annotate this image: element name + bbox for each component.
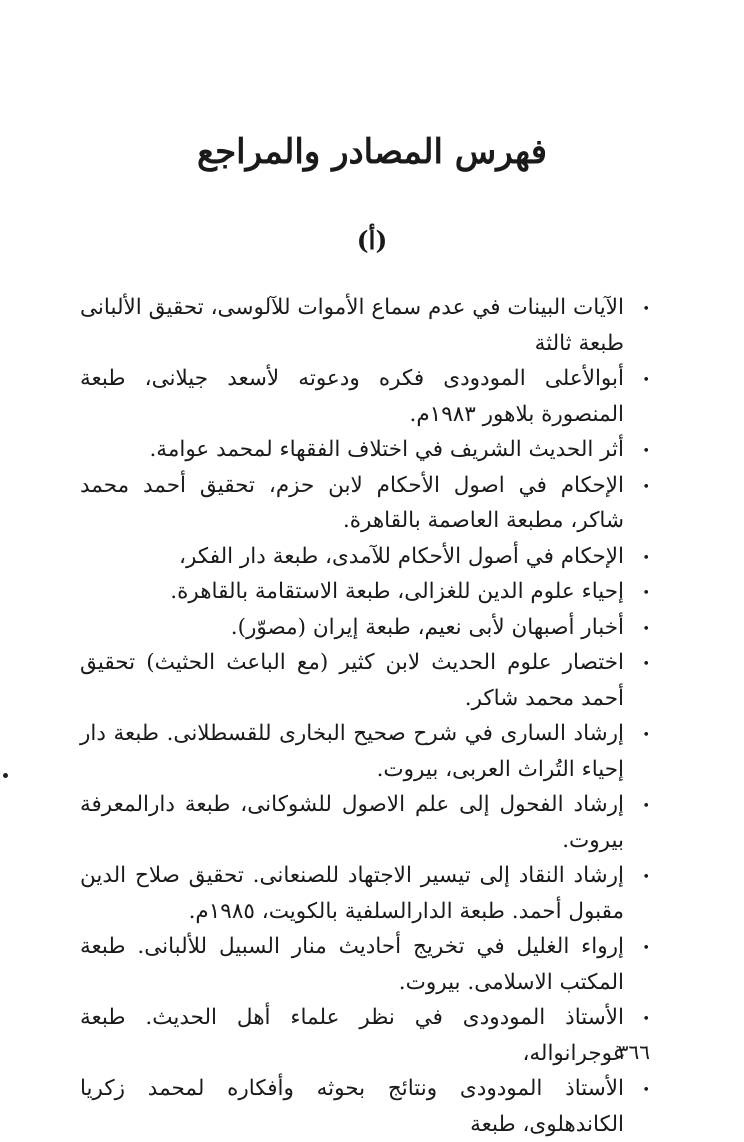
bibliography-entry xyxy=(80,858,650,929)
bullet-icon: • xyxy=(642,870,650,885)
bibliography-entry xyxy=(80,432,650,468)
entry-text: أخبار أصبهان لأبى نعيم، طبعة إيران (مصوّر). xyxy=(230,614,624,640)
bullet-icon: • xyxy=(642,1083,650,1098)
bullet-icon: • xyxy=(642,444,650,459)
entry-text: اختصار علوم الحديث لابن كثير (مع الباعث الحثيث) تحقيق أحمد محمد شاكر. xyxy=(80,650,624,711)
bullet-icon: • xyxy=(642,799,650,814)
bullet-icon: • xyxy=(642,621,650,637)
bullet-icon: • xyxy=(642,941,650,956)
bibliography-list xyxy=(80,290,650,1142)
bullet-icon: • xyxy=(642,373,650,388)
entry-text: إرشاد السارى في شرح صحيح البخارى للقسطلانى. طبعة دار إحياء التُراث العربى، بيروت. xyxy=(80,721,624,782)
bibliography-entry xyxy=(80,468,650,539)
bibliography-entry xyxy=(80,929,650,1000)
bibliography-entry xyxy=(80,1071,650,1142)
bibliography-entry xyxy=(80,290,650,361)
bibliography-entry xyxy=(80,787,650,858)
bullet-icon: • xyxy=(642,302,650,317)
entry-text: إحياء علوم الدين للغزالى، طبعة الاستقامة بالقاهرة. xyxy=(170,579,624,604)
bullet-icon: • xyxy=(642,586,650,601)
entry-text: إرواء الغليل في تخريج أحاديث منار السبيل للألبانى. طبعة المكتب الاسلامى. بيروت. xyxy=(80,934,624,995)
entry-text: أبوالأعلى المودودى فكره ودعوته لأسعد جيلانى، طبعة المنصورة بلاهور ١٩٨٣م. xyxy=(80,366,624,427)
page-title: فهرس المصادر والمراجع xyxy=(197,132,547,172)
bibliography-entry xyxy=(80,574,650,610)
bullet-icon: • xyxy=(642,1012,650,1027)
bibliography-entry xyxy=(80,361,650,432)
section-heading-alif: (أ) xyxy=(356,226,388,255)
bibliography-entry xyxy=(80,645,650,716)
entry-text: الآيات البينات في عدم سماع الأموات للآلوسى، تحقيق الألبانى طبعة ثالثة xyxy=(80,295,624,356)
bibliography-entry xyxy=(80,716,650,787)
scan-mark xyxy=(3,773,8,778)
bullet-icon: • xyxy=(642,479,650,495)
entry-text: الأستاذ المودودى في نظر علماء أهل الحديث. طبعة غوجرانواله، xyxy=(80,1005,624,1066)
page-number: ٣٦٦ xyxy=(617,1040,650,1064)
entry-text: إرشاد النقاد إلى تيسير الاجتهاد للصنعانى. تحقيق صلاح الدين مقبول أحمد. طبعة الدارالسلفية بالكويت، ١٩٨٥م. xyxy=(80,863,624,924)
entry-text: إرشاد الفحول إلى علم الاصول للشوكانى، طبعة دارالمعرفة بيروت. xyxy=(80,792,624,853)
entry-text: الإحكام في أصول الأحكام للآمدى، طبعة دار الفكر، xyxy=(179,543,624,569)
bibliography-entry xyxy=(80,539,650,575)
entry-text: الأستاذ المودودى ونتائج بحوثه وأفكاره لمحمد زكريا الكاندهلوى، طبعة xyxy=(80,1076,624,1137)
bibliography-entry xyxy=(80,610,650,646)
entry-text: الإحكام في اصول الأحكام لابن حزم، تحقيق أحمد محمد شاكر، مطبعة العاصمة بالقاهرة. xyxy=(80,472,624,533)
bullet-icon: • xyxy=(642,550,650,566)
bullet-icon: • xyxy=(642,728,650,743)
bullet-icon: • xyxy=(642,657,650,672)
entry-text: أثر الحديث الشريف في اختلاف الفقهاء لمحمد عوامة. xyxy=(149,437,624,462)
bibliography-entry xyxy=(80,1000,650,1071)
